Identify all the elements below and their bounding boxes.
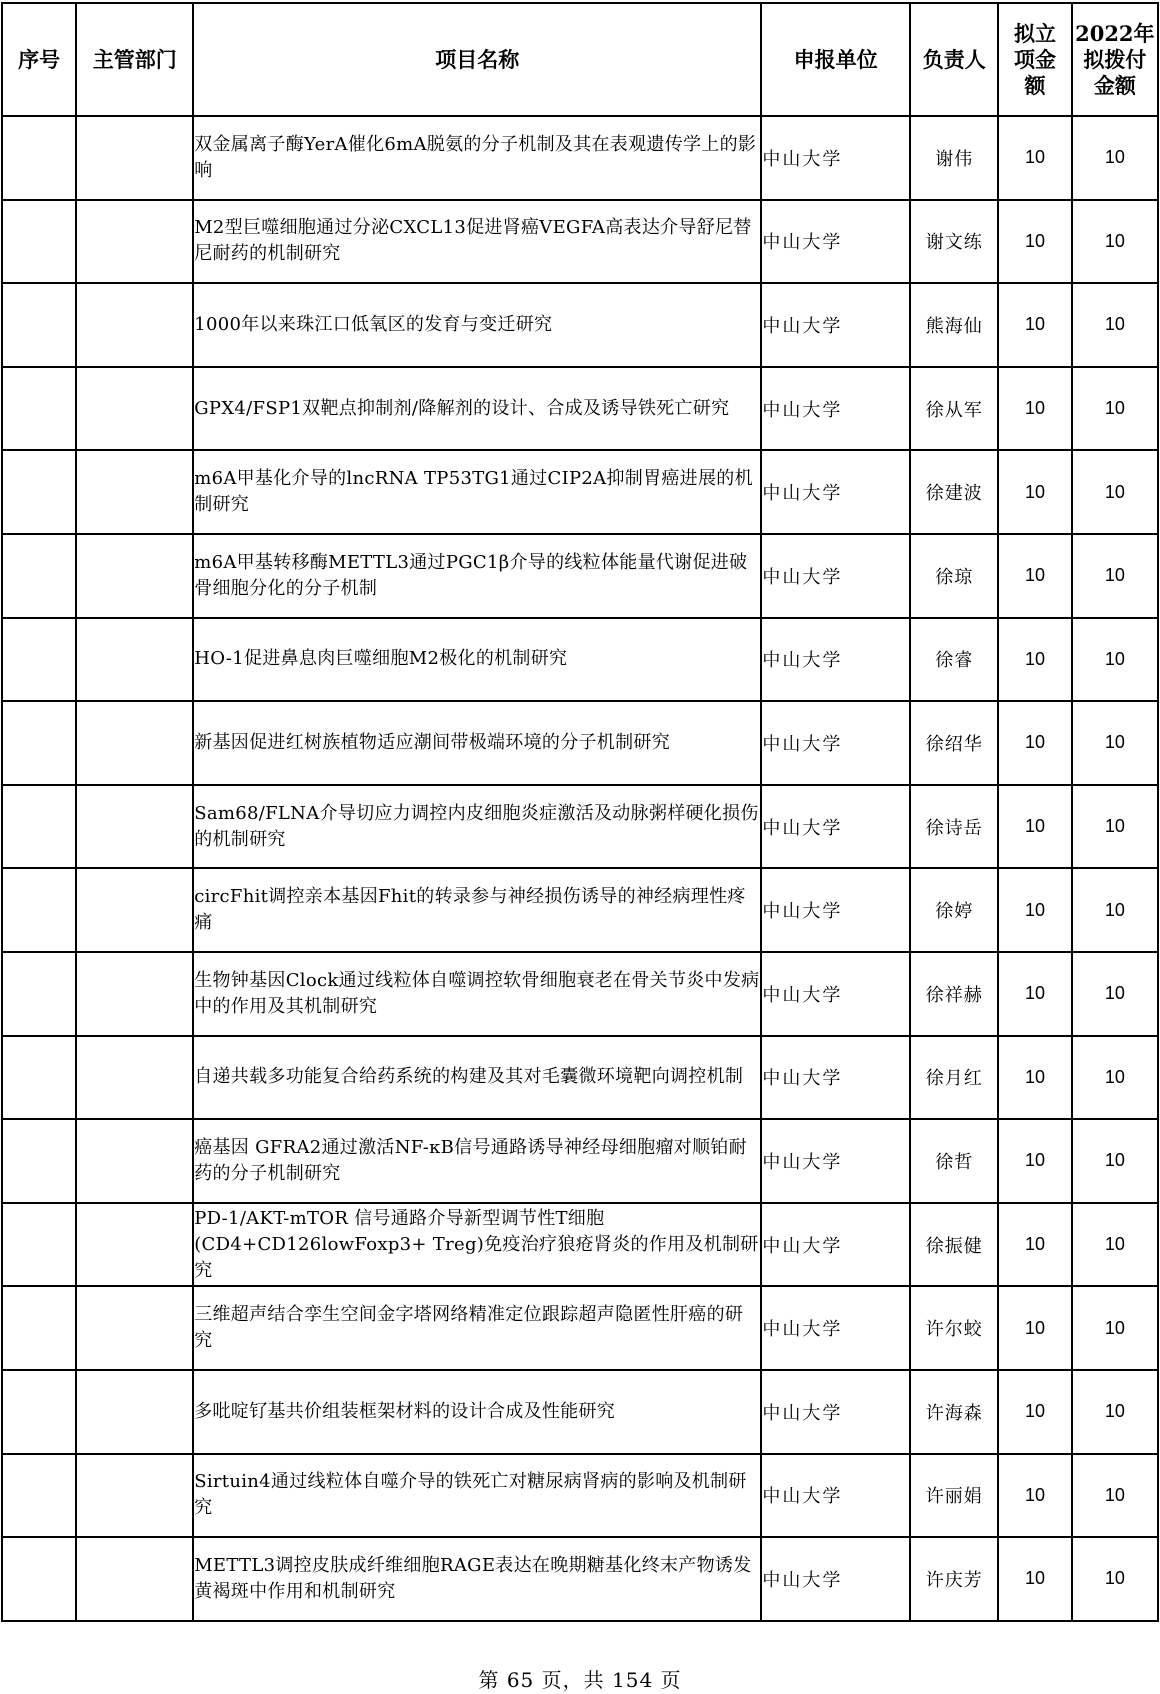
seq-cell: [2, 1370, 76, 1454]
amount-cell: 10: [998, 1454, 1071, 1538]
table-row: [2, 534, 1158, 618]
person-cell: 谢伟: [910, 116, 999, 200]
person-cell: 徐婷: [910, 868, 999, 952]
amount-cell: 10: [998, 952, 1071, 1036]
table-row: [2, 1119, 1158, 1203]
unit-cell: 中山大学: [761, 450, 910, 534]
unit-cell: 中山大学: [761, 701, 910, 785]
dept-cell: [76, 1454, 193, 1538]
table-header-row: [2, 3, 1158, 116]
unit-cell: 中山大学: [761, 1286, 910, 1370]
dept-cell: [76, 1537, 193, 1621]
seq-cell: [2, 1286, 76, 1370]
project-name-cell: 三维超声结合孪生空间金字塔网络精准定位跟踪超声隐匿性肝癌的研究: [193, 1286, 761, 1370]
pay-cell: 10: [1072, 1537, 1158, 1621]
dept-cell: [76, 785, 193, 869]
table-row: [2, 200, 1158, 284]
dept-cell: [76, 450, 193, 534]
person-cell: 许尔蛟: [910, 1286, 999, 1370]
amount-cell: 10: [998, 534, 1071, 618]
table-body: [2, 116, 1158, 1621]
dept-cell: [76, 283, 193, 367]
project-name-cell: 生物钟基因Clock通过线粒体自噬调控软骨细胞衰老在骨关节炎中发病中的作用及其机制研究: [193, 952, 761, 1036]
table-row: [2, 1537, 1158, 1621]
person-cell: 徐绍华: [910, 701, 999, 785]
amount-cell: 10: [998, 1119, 1071, 1203]
header-seq: 序号: [2, 3, 76, 116]
unit-cell: 中山大学: [761, 868, 910, 952]
person-cell: 徐振健: [910, 1203, 999, 1287]
header-pay-line3: 金额: [1093, 72, 1136, 98]
pay-cell: 10: [1072, 1286, 1158, 1370]
person-cell: 许庆芳: [910, 1537, 999, 1621]
header-dept: 主管部门: [76, 3, 193, 116]
dept-cell: [76, 1286, 193, 1370]
table-row: [2, 1036, 1158, 1120]
project-name-cell: 自递共载多功能复合给药系统的构建及其对毛囊微环境靶向调控机制: [193, 1036, 761, 1120]
header-pay: [1072, 3, 1158, 116]
unit-cell: 中山大学: [761, 1537, 910, 1621]
person-cell: 熊海仙: [910, 283, 999, 367]
pay-cell: 10: [1072, 1036, 1158, 1120]
unit-cell: 中山大学: [761, 1119, 910, 1203]
pay-cell: 10: [1072, 116, 1158, 200]
seq-cell: [2, 1203, 76, 1287]
seq-cell: [2, 1537, 76, 1621]
pay-cell: 10: [1072, 1119, 1158, 1203]
project-name-cell: PD-1/AKT-mTOR 信号通路介导新型调节性T细胞(CD4+CD126lowFoxp3+ Treg)免疫治疗狼疮肾炎的作用及机制研究: [193, 1203, 761, 1287]
person-cell: 徐哲: [910, 1119, 999, 1203]
amount-cell: 10: [998, 1203, 1071, 1287]
table-row: [2, 952, 1158, 1036]
project-table: [1, 2, 1159, 1622]
header-amount: [998, 3, 1071, 116]
pay-cell: 10: [1072, 450, 1158, 534]
project-name-cell: HO-1促进鼻息肉巨噬细胞M2极化的机制研究: [193, 618, 761, 702]
unit-cell: 中山大学: [761, 1370, 910, 1454]
pay-cell: 10: [1072, 785, 1158, 869]
project-name-cell: m6A甲基转移酶METTL3通过PGC1β介导的线粒体能量代谢促进破骨细胞分化的分子机制: [193, 534, 761, 618]
header-unit: 申报单位: [761, 3, 910, 116]
unit-cell: 中山大学: [761, 534, 910, 618]
project-name-cell: m6A甲基化介导的lncRNA TP53TG1通过CIP2A抑制胃癌进展的机制研究: [193, 450, 761, 534]
table-row: [2, 618, 1158, 702]
table-row: [2, 1454, 1158, 1538]
table-row: [2, 868, 1158, 952]
dept-cell: [76, 701, 193, 785]
unit-cell: 中山大学: [761, 116, 910, 200]
project-name-cell: GPX4/FSP1双靶点抑制剂/降解剂的设计、合成及诱导铁死亡研究: [193, 367, 761, 451]
dept-cell: [76, 952, 193, 1036]
header-pay-line1: 2022年: [1075, 20, 1155, 46]
project-name-cell: 双金属离子酶YerA催化6mA脱氨的分子机制及其在表观遗传学上的影响: [193, 116, 761, 200]
pay-cell: 10: [1072, 1454, 1158, 1538]
table-row: [2, 450, 1158, 534]
table-row: [2, 1203, 1158, 1287]
table-row: [2, 283, 1158, 367]
unit-cell: 中山大学: [761, 618, 910, 702]
project-name-cell: 1000年以来珠江口低氧区的发育与变迁研究: [193, 283, 761, 367]
person-cell: 徐月红: [910, 1036, 999, 1120]
header-person: 负责人: [910, 3, 999, 116]
project-name-cell: Sirtuin4通过线粒体自噬介导的铁死亡对糖尿病肾病的影响及机制研究: [193, 1454, 761, 1538]
unit-cell: 中山大学: [761, 1203, 910, 1287]
seq-cell: [2, 1454, 76, 1538]
unit-cell: 中山大学: [761, 200, 910, 284]
table-row: [2, 1286, 1158, 1370]
dept-cell: [76, 1119, 193, 1203]
table-row: [2, 367, 1158, 451]
project-name-cell: Sam68/FLNA介导切应力调控内皮细胞炎症激活及动脉粥样硬化损伤的机制研究: [193, 785, 761, 869]
pay-cell: 10: [1072, 868, 1158, 952]
unit-cell: 中山大学: [761, 952, 910, 1036]
unit-cell: 中山大学: [761, 1036, 910, 1120]
pay-cell: 10: [1072, 1203, 1158, 1287]
amount-cell: 10: [998, 450, 1071, 534]
header-amount-line3: 额: [1024, 72, 1046, 98]
dept-cell: [76, 1036, 193, 1120]
project-name-cell: METTL3调控皮肤成纤维细胞RAGE表达在晚期糖基化终末产物诱发黄褐斑中作用和机制研究: [193, 1537, 761, 1621]
project-name-cell: circFhit调控亲本基因Fhit的转录参与神经损伤诱导的神经病理性疼痛: [193, 868, 761, 952]
amount-cell: 10: [998, 1537, 1071, 1621]
amount-cell: 10: [998, 116, 1071, 200]
pay-cell: 10: [1072, 1370, 1158, 1454]
person-cell: 许丽娟: [910, 1454, 999, 1538]
dept-cell: [76, 1203, 193, 1287]
project-name-cell: 新基因促进红树族植物适应潮间带极端环境的分子机制研究: [193, 701, 761, 785]
table-row: [2, 785, 1158, 869]
dept-cell: [76, 200, 193, 284]
person-cell: 许海森: [910, 1370, 999, 1454]
dept-cell: [76, 618, 193, 702]
amount-cell: 10: [998, 1286, 1071, 1370]
person-cell: 徐睿: [910, 618, 999, 702]
amount-cell: 10: [998, 868, 1071, 952]
person-cell: 徐从军: [910, 367, 999, 451]
seq-cell: [2, 785, 76, 869]
amount-cell: 10: [998, 618, 1071, 702]
person-cell: 徐诗岳: [910, 785, 999, 869]
project-name-cell: M2型巨噬细胞通过分泌CXCL13促进肾癌VEGFA高表达介导舒尼替尼耐药的机制研究: [193, 200, 761, 284]
dept-cell: [76, 116, 193, 200]
person-cell: 徐琼: [910, 534, 999, 618]
seq-cell: [2, 283, 76, 367]
header-pay-line2: 拟拨付: [1083, 46, 1147, 72]
page-footer: 第 65 页，共 154 页: [478, 1668, 682, 1692]
seq-cell: [2, 200, 76, 284]
pay-cell: 10: [1072, 283, 1158, 367]
header-amount-line2: 项金: [1014, 46, 1057, 72]
amount-cell: 10: [998, 1370, 1071, 1454]
dept-cell: [76, 1370, 193, 1454]
amount-cell: 10: [998, 367, 1071, 451]
table-row: [2, 701, 1158, 785]
seq-cell: [2, 1119, 76, 1203]
unit-cell: 中山大学: [761, 1454, 910, 1538]
amount-cell: 10: [998, 1036, 1071, 1120]
seq-cell: [2, 701, 76, 785]
person-cell: 徐建波: [910, 450, 999, 534]
unit-cell: 中山大学: [761, 785, 910, 869]
pay-cell: 10: [1072, 534, 1158, 618]
project-name-cell: 癌基因 GFRA2通过激活NF-κB信号通路诱导神经母细胞瘤对顺铂耐药的分子机制研究: [193, 1119, 761, 1203]
seq-cell: [2, 868, 76, 952]
amount-cell: 10: [998, 283, 1071, 367]
pay-cell: 10: [1072, 200, 1158, 284]
seq-cell: [2, 367, 76, 451]
amount-cell: 10: [998, 701, 1071, 785]
pay-cell: 10: [1072, 952, 1158, 1036]
header-amount-line1: 拟立: [1014, 20, 1057, 46]
project-name-cell: 多吡啶钌基共价组装框架材料的设计合成及性能研究: [193, 1370, 761, 1454]
seq-cell: [2, 618, 76, 702]
pay-cell: 10: [1072, 618, 1158, 702]
seq-cell: [2, 1036, 76, 1120]
seq-cell: [2, 116, 76, 200]
amount-cell: 10: [998, 785, 1071, 869]
dept-cell: [76, 868, 193, 952]
person-cell: 徐祥赫: [910, 952, 999, 1036]
unit-cell: 中山大学: [761, 283, 910, 367]
table-row: [2, 1370, 1158, 1454]
unit-cell: 中山大学: [761, 367, 910, 451]
amount-cell: 10: [998, 200, 1071, 284]
seq-cell: [2, 450, 76, 534]
table-row: [2, 116, 1158, 200]
pay-cell: 10: [1072, 367, 1158, 451]
pay-cell: 10: [1072, 701, 1158, 785]
header-project: 项目名称: [193, 3, 761, 116]
seq-cell: [2, 952, 76, 1036]
seq-cell: [2, 534, 76, 618]
dept-cell: [76, 367, 193, 451]
person-cell: 谢文练: [910, 200, 999, 284]
dept-cell: [76, 534, 193, 618]
